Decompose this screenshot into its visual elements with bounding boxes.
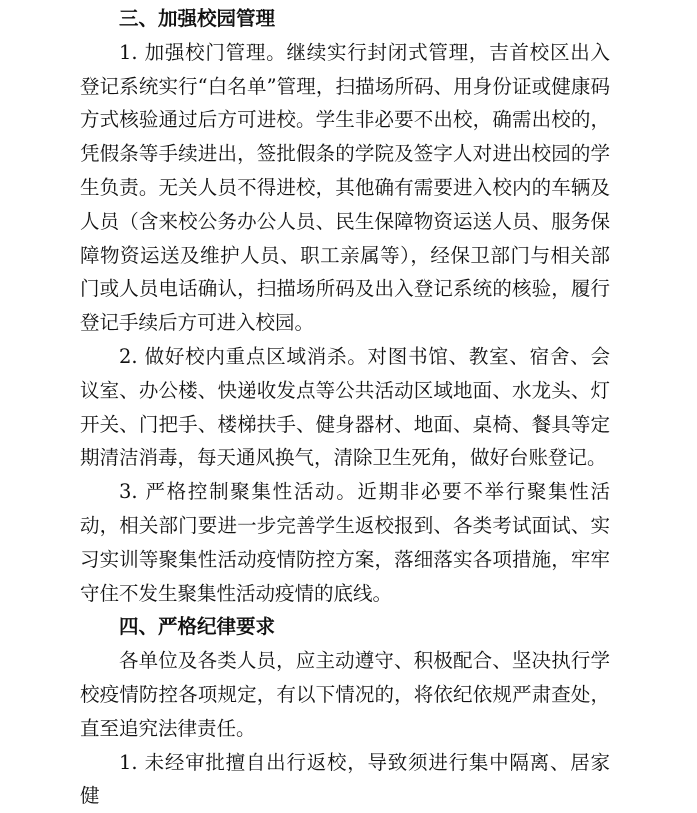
paragraph-disinfection: 2. 做好校内重点区域消杀。对图书馆、教室、宿舍、会议室、办公楼、快递收发点等公共活动区域地面、水龙头、灯开关、门把手、楼梯扶手、健身器材、地面、桌椅、餐具等定期清洁消毒，每天通风换气，清除卫生死角，做好台账登记。 — [80, 344, 610, 470]
paragraph-gate-management: 1. 加强校门管理。继续实行封闭式管理，吉首校区出入登记系统实行“白名单”管理，扫描场所码、用身份证或健康码方式核验通过后方可进校。学生非必要不出校，确需出校的，凭假条等手续进出，签批假条的学院及签字人对进出校园的学生负责。无关人员不得进校，其他确有需要进入校内的车辆及人员（含来校公务办公人员、民生保障物资运送人员、服务保障物资运送及维护人员、职工亲属等），经保卫部门与相关部门或人员电话确认，扫描场所码及出入登记系统的核验，履行登记手续后方可进入校园。 — [80, 40, 610, 335]
document-page — [80, 2, 610, 813]
section-campus-management — [80, 2, 610, 610]
section-discipline — [80, 610, 610, 813]
section-heading: 三、加强校园管理 — [119, 7, 276, 30]
section-heading: 四、严格纪律要求 — [119, 615, 276, 639]
paragraph-gathering-control: 3. 严格控制聚集性活动。近期非必要不举行聚集性活动，相关部门要进一步完善学生返校报到、各类考试面试、实习实训等聚集性活动疫情防控方案，落细落实各项措施，牢牢守住不发生聚集性活动疫情的底线。 — [80, 480, 610, 605]
paragraph-unauthorized-travel: 1. 未经审批擅自出行返校，导致须进行集中隔离、居家健 — [80, 750, 610, 808]
paragraph-discipline-intro: 各单位及各类人员，应主动遵守、积极配合、坚决执行学校疫情防控各项规定，有以下情况的，将依纪依规严肃查处，直至追究法律责任。 — [80, 649, 610, 740]
